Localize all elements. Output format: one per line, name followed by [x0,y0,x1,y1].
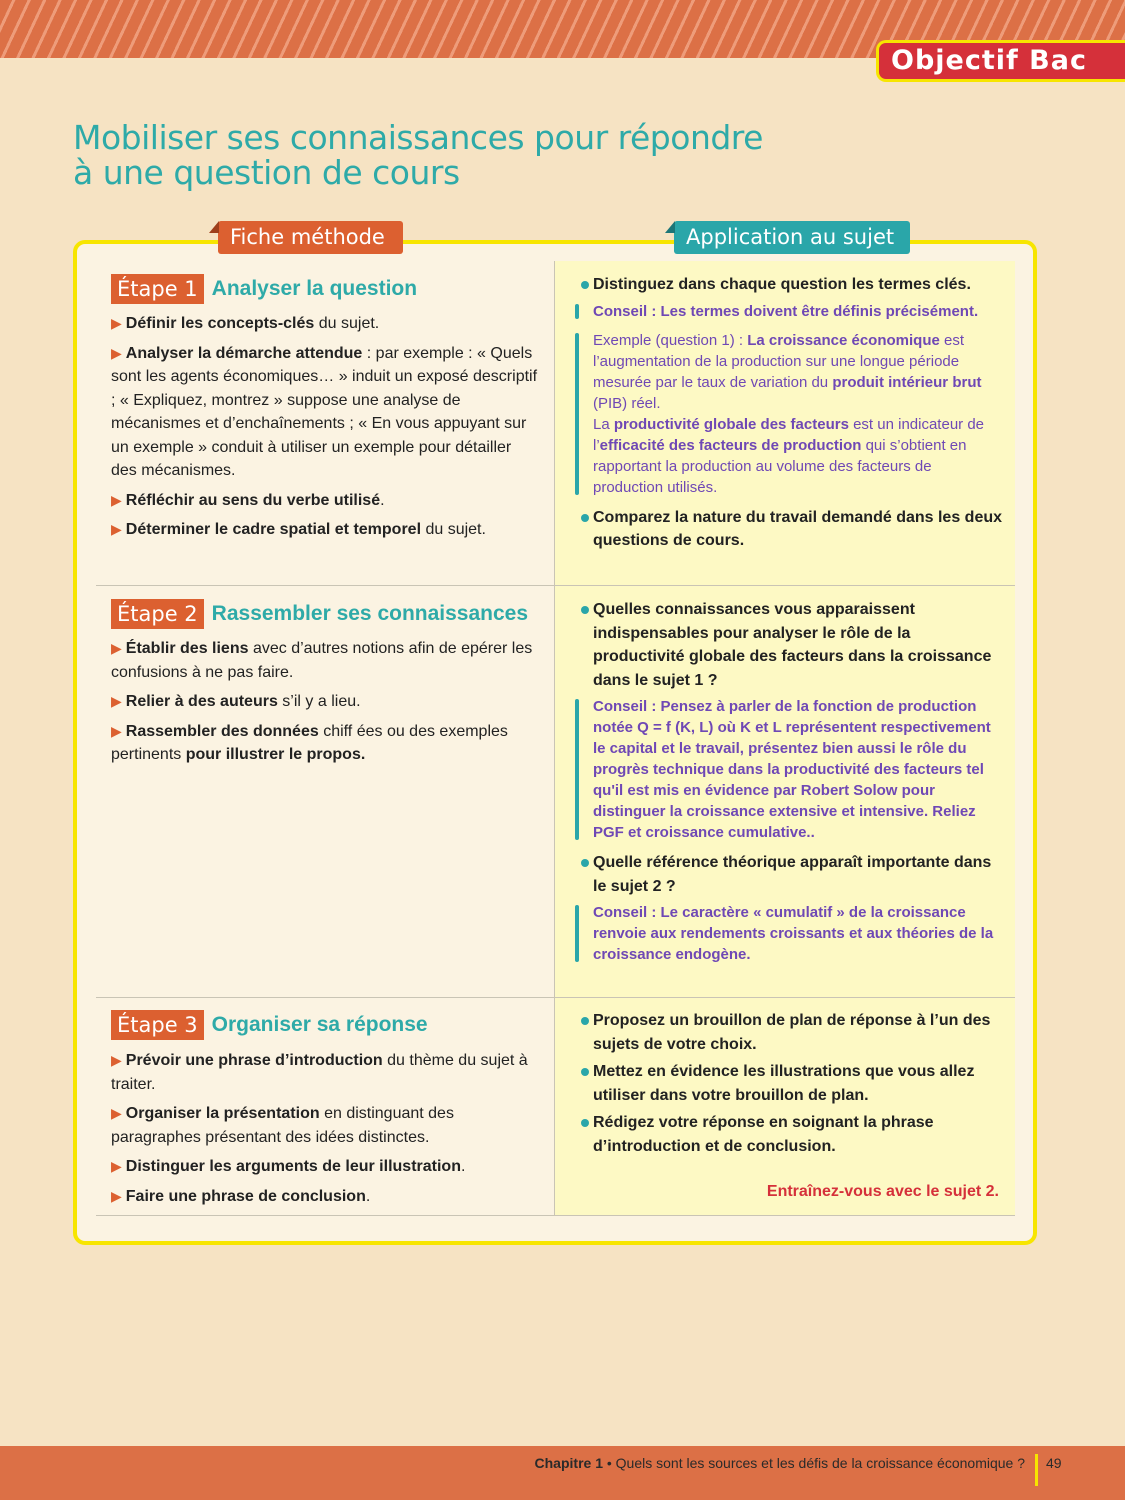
step-divider [96,997,1015,998]
page-title-line2: à une question de cours [73,153,460,192]
step-2-application [580,598,1005,973]
list-item: Quelles connaissances vous apparaissent indispensables pour analyser le rôle de la productivité globale des facteurs dans la croissance dans le sujet 1 ? [580,598,1005,692]
footer-chapter: Chapitre 1 • Quels sont les sources et les défis de la croissance économique ? [534,1455,1025,1471]
arrow-right-icon: ▶ [111,693,122,709]
list-item: ▶ Déterminer le cadre spatial et temporel du sujet. [111,521,486,538]
advice-note: Conseil : Pensez à parler de la fonction de production notée Q = f (K, L) où K et L représentent respectivement le capital et le travail, présentez bien aussi le rôle du progrès technique dans la productivité des facteurs tel qu'il est mis en évidence par Robert Solow pour distinguer la croissance extensive et intensive. Reliez PGF et croissance cumulative.. [580,696,1005,843]
step-2-method-list [111,637,541,773]
step-badge: Étape 3 [111,1010,204,1040]
list-item: Distinguez dans chaque question les termes clés. [580,273,1005,297]
page-title [73,120,833,190]
arrow-right-icon: ▶ [111,722,122,739]
list-item: ▶ Rassembler des données chiff ées ou des exemples pertinents pour illustrer le propos. [111,722,508,763]
page-title-line1: Mobiliser ses connaissances pour répondre [73,118,763,157]
step-3-heading [111,1010,428,1040]
arrow-right-icon: ▶ [111,1187,122,1204]
list-item: ▶ Réfléchir au sens du verbe utilisé. [111,491,385,509]
arrow-right-icon: ▶ [111,1158,122,1174]
arrow-right-icon: ▶ [111,640,122,656]
list-item: ▶ Organiser la présentation en distinguant des paragraphes présentant des idées distinctes. [111,1105,454,1146]
arrow-right-icon: ▶ [111,344,122,361]
step-badge: Étape 2 [111,599,204,629]
step-3-method-list [111,1049,541,1214]
objectif-bac-badge: Objectif Bac [876,40,1125,82]
practice-callout: Entraînez-vous avec le sujet 2. [766,1183,999,1200]
advice-note: Conseil : Le caractère « cumulatif » de la croissance renvoie aux rendements croissants et aux théories de la croissance endogène. [580,902,1005,965]
list-item: ▶ Établir des liens avec d’autres notions afin de epérer les confusions à ne pas faire. [111,640,533,681]
arrow-right-icon: ▶ [111,521,122,537]
list-item: ▶ Relier à des auteurs s’il y a lieu. [111,693,361,710]
footer-separator [1035,1454,1038,1486]
arrow-right-icon: ▶ [111,1052,122,1068]
step-title: Rassembler ses connaissances [211,602,529,625]
list-item: Quelle référence théorique apparaît importante dans le sujet 2 ? [580,851,1005,898]
list-item: Rédigez votre réponse en soignant la phrase d’introduction et de conclusion. [580,1111,1005,1158]
list-item: ▶ Distinguer les arguments de leur illustration. [111,1158,466,1175]
step-divider [96,585,1015,586]
step-badge: Étape 1 [111,274,204,304]
step-divider [96,1215,1015,1216]
step-1-method-list [111,312,541,548]
step-1-application [580,273,1005,557]
list-item: ▶ Définir les concepts-clés du sujet. [111,315,380,332]
arrow-right-icon: ▶ [111,1105,122,1121]
example-note: Exemple (question 1) : La croissance économique est l’augmentation de la production sur une longue période mesurée par le taux de variation du produit intérieur brut (PIB) réel. La productivité globale des facteurs est un indicateur de l’efficacité des facteurs de production qui s’obtient en rapportant la production au volume des facteurs de production utilisés. [580,330,1005,498]
step-3-application [580,1009,1005,1162]
arrow-right-icon: ▶ [111,491,122,508]
column-divider [554,261,555,1216]
step-title: Analyser la question [211,277,418,300]
step-title: Organiser sa réponse [211,1013,428,1036]
list-item: ▶ Prévoir une phrase d’introduction du thème du sujet à traiter. [111,1052,528,1093]
list-item: Mettez en évidence les illustrations que vous allez utiliser dans votre brouillon de plan. [580,1060,1005,1107]
tab-application-au-sujet: Application au sujet [674,221,910,254]
page-number: 49 [1046,1455,1062,1471]
step-1-heading [111,274,417,304]
step-2-heading [111,599,528,629]
arrow-right-icon: ▶ [111,315,122,331]
list-item: ▶ Analyser la démarche attendue : par exemple : « Quels sont les agents économiques… » induit un exposé descriptif ; « Expliquez, montrez » suppose une analyse de mécanismes et d’enchaînements ; « En vous appuyant sur un exemple » conduit à utiliser un exemple pour détailler des mécanismes. [111,344,538,479]
list-item: Proposez un brouillon de plan de réponse à l’un des sujets de votre choix. [580,1009,1005,1056]
tab-fiche-methode: Fiche méthode [218,221,403,254]
advice-note: Conseil : Les termes doivent être définis précisément. [580,301,1005,322]
list-item: Comparez la nature du travail demandé dans les deux questions de cours. [580,506,1005,553]
list-item: ▶ Faire une phrase de conclusion. [111,1187,371,1205]
